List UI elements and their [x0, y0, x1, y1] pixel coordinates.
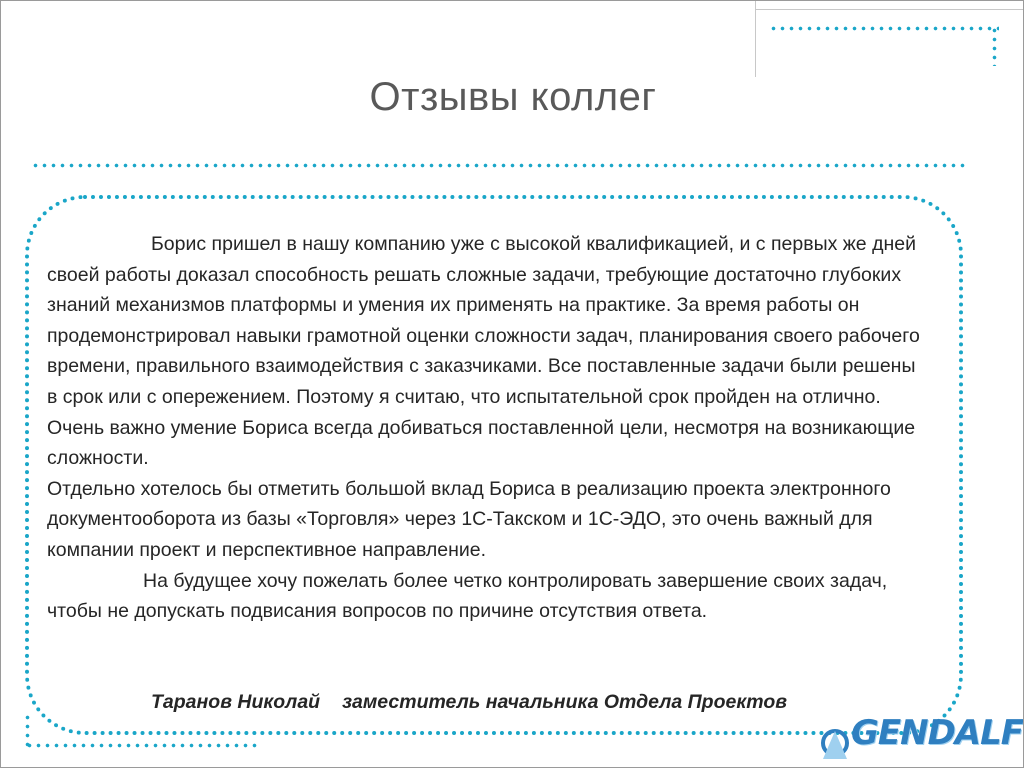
title-dotted-separator: [31, 163, 965, 168]
signature-name: Таранов Николай: [151, 691, 321, 713]
review-paragraph-2: Отдельно хотелось бы отметить большой вклад Бориса в реализацию проекта электронного документооборота из базы «Торговля» через 1С-Такском и 1С-ЭДО, это очень важный для компании проект и перспективное направление.: [47, 477, 891, 561]
signature-position: заместитель начальника Отдела Проектов: [342, 691, 788, 713]
review-paragraph-1: Борис пришел в нашу компанию уже с высокой квалификацией, и с первых же дней своей работы доказал способность решать сложные задачи, требующие достаточно глубоких знаний механизмов платформы и умения их применять на практике. За время работы он продемонстрировал навыки грамотной оценки сложности задач, планирования своего рабочего времени, правильного взаимодействия с заказчиками. Все поставленные задачи были решены в срок или с опережением. Поэтому я считаю, что испытательной срок пройден на отлично. Очень важно умение Бориса всегда добиваться поставленной цели, несмотря на возникающие сложности.: [47, 233, 920, 470]
review-text: [47, 229, 927, 627]
logo-text: GENDALF: [851, 713, 1024, 753]
bottom-dotted-line: [25, 743, 257, 748]
signature: [151, 691, 911, 714]
corner-dotted-line-right: [992, 26, 997, 66]
corner-dotted-line-top: [769, 26, 999, 31]
slide-title: Отзывы коллег: [369, 75, 657, 119]
corner-line-horizontal: [755, 9, 1024, 10]
review-paragraph-3: На будущее хочу пожелать более четко контролировать завершение своих задач, чтобы не допускать подвисания вопросов по причине отсутствия ответа.: [47, 569, 888, 623]
bottom-dotted-line-left: [25, 713, 30, 747]
corner-line-vertical: [755, 1, 756, 77]
